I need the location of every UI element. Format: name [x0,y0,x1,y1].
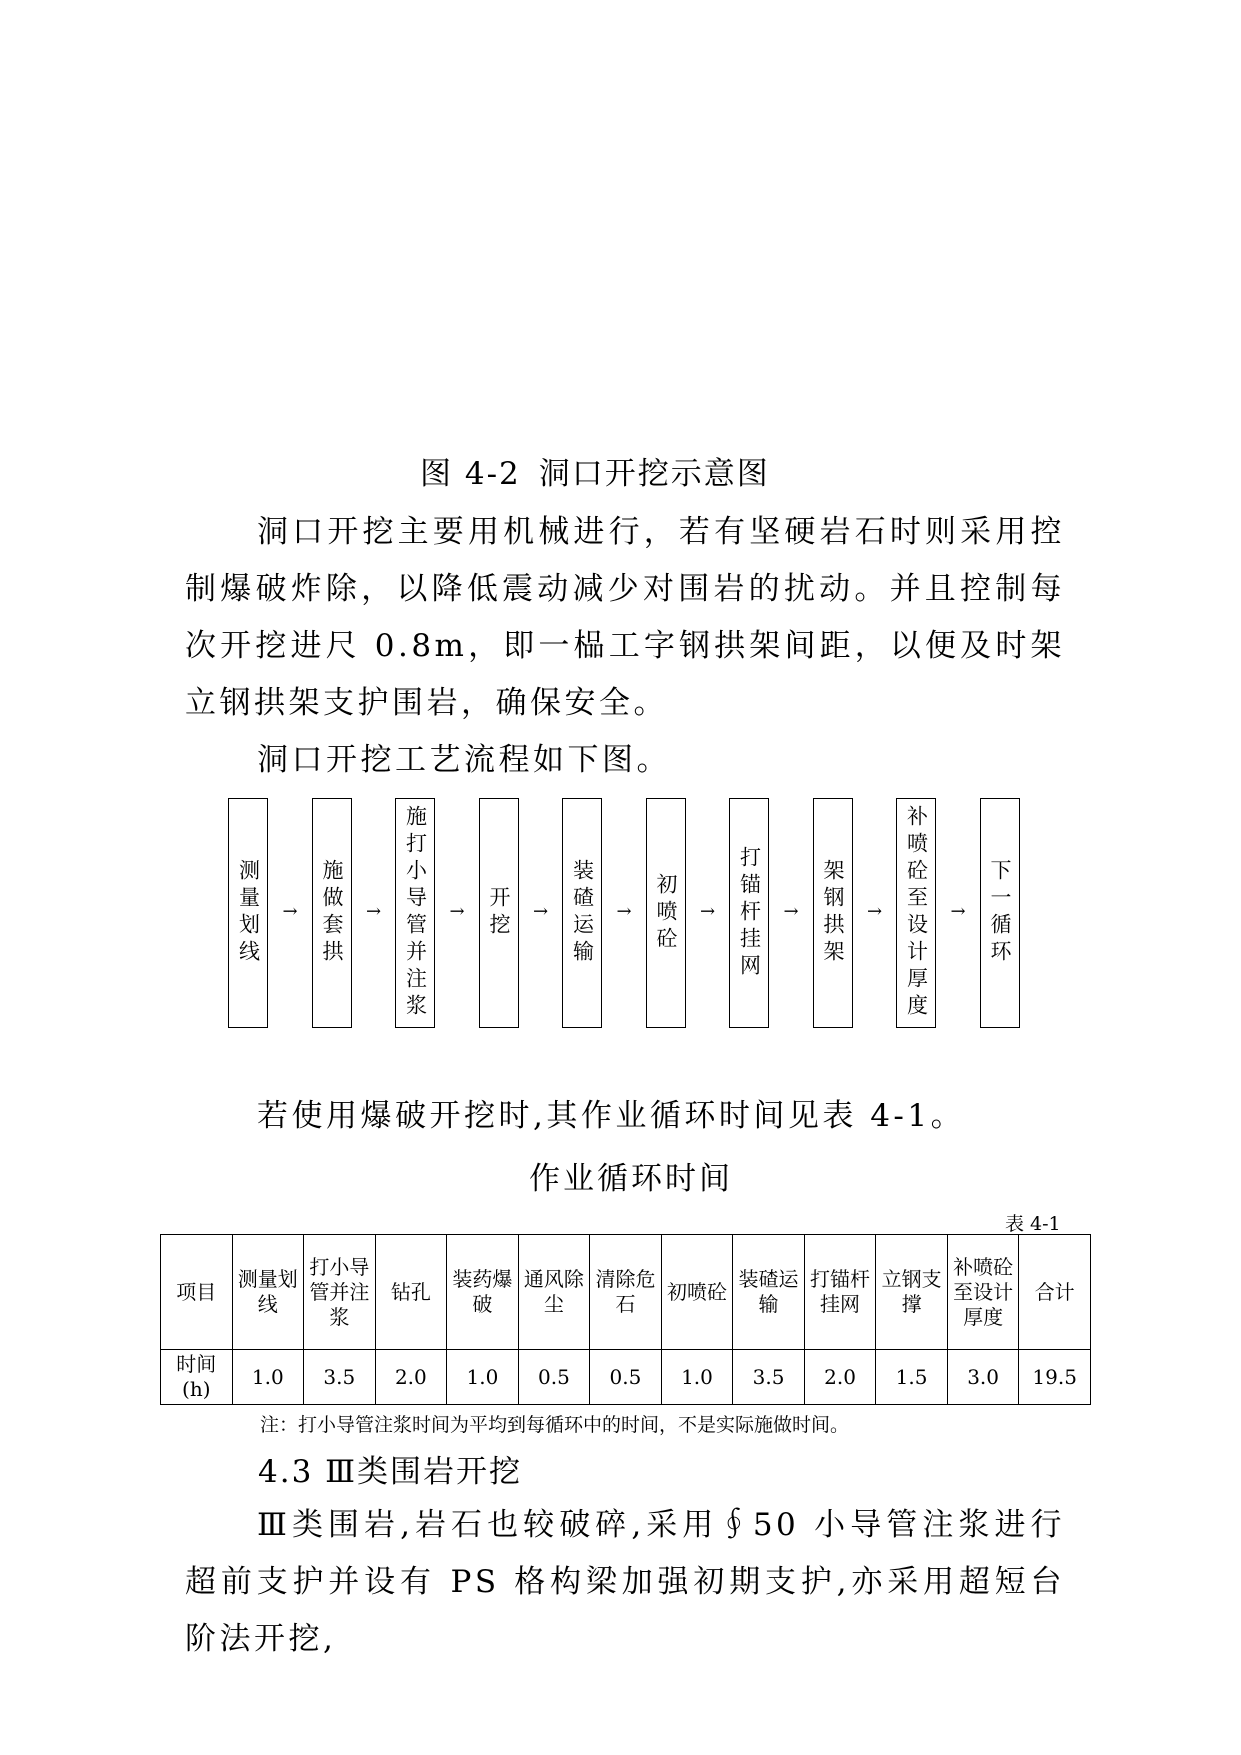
flow-step-label: 开挖 [487,886,511,940]
flow-step-label: 施打小导管并注浆 [403,805,428,1021]
flow-step-label: 施做套拱 [320,859,344,967]
table-value-cell: 3.0 [947,1350,1019,1405]
table-note: 注：打小导管注浆时间为平均到每循环中的时间，不是实际施做时间。 [260,1414,850,1436]
flow-step-10 [980,798,1020,1028]
paragraph-flow-intro: 洞口开挖工艺流程如下图。 [257,742,671,778]
table-header-cell: 打小导管并注浆 [304,1235,376,1350]
table-header-row [161,1235,1091,1350]
flow-step-9 [896,798,936,1028]
flow-step-4 [479,798,519,1028]
flow-arrow: → [616,901,632,922]
flow-arrow: → [532,901,549,922]
table-header-cell: 初喷砼 [661,1235,733,1350]
flow-step-label: 架钢拱架 [821,859,845,967]
figure-title: 洞口开挖示意图 [538,456,770,492]
flow-arrow: → [365,901,382,922]
figure-label: 图 4-2 [420,456,521,492]
table-header-cell: 测量划线 [232,1235,304,1350]
flow-step-1 [228,798,268,1028]
paragraph-cycle-time-intro: 若使用爆破开挖时,其作业循环时间见表 4-1。 [257,1098,966,1134]
table-number: 表 4-1 [1005,1213,1061,1235]
table-value-cell: 0.5 [518,1350,590,1405]
flow-step-3 [395,798,435,1028]
figure-caption [420,448,770,493]
flow-arrow: → [449,901,465,922]
table-header-cell: 装碴运输 [733,1235,805,1350]
flow-step-label: 下一循环 [988,859,1012,967]
process-flowchart [228,798,1018,1030]
table-header-cell: 装药爆破 [447,1235,519,1350]
flow-step-5 [562,798,602,1028]
flow-step-label: 补喷砼至设计厚度 [904,805,929,1021]
table-value-cell: 2.0 [375,1350,447,1405]
table-header-cell: 合计 [1019,1235,1091,1350]
table-value-cell: 1.5 [876,1350,948,1405]
paragraph-excavation-method: 洞口开挖主要用机械进行，若有坚硬岩石时则采用控制爆破炸除，以降低震动减少对围岩的扰动。并且控制每次开挖进尺 0.8m，即一榀工字钢拱架间距，以便及时架立钢拱架支护围岩，确保安全。 [185,514,1065,721]
table-value-cell: 0.5 [590,1350,662,1405]
table-value-cell: 1.0 [232,1350,304,1405]
flow-arrow: → [282,901,298,922]
table-value-cell: 19.5 [1019,1350,1091,1405]
table-value-cell: 2.0 [804,1350,876,1405]
table-title: 作业循环时间 [529,1161,733,1197]
flow-step-2 [312,798,352,1028]
flow-step-7 [729,798,769,1028]
table-row-label: 时间(h) [161,1350,233,1405]
flow-step-8 [813,798,853,1028]
table-header-cell: 立钢支撑 [876,1235,948,1350]
flow-step-label: 初喷砼 [654,872,678,954]
flow-arrow: → [699,901,716,922]
cycle-time-table [160,1234,1091,1405]
table-header-cell: 打锚杆挂网 [804,1235,876,1350]
paragraph-class3-rock: Ⅲ类围岩,岩石也较破碎,采用∮50 小导管注浆进行超前支护并设有 PS 格构梁加强初期支护,亦采用超短台阶法开挖, [185,1507,1065,1657]
flow-step-label: 装碴运输 [570,859,595,967]
flow-arrow: → [783,901,799,922]
table-header-cell: 通风除尘 [518,1235,590,1350]
table-header-cell: 项目 [161,1235,233,1350]
table-value-cell: 1.0 [447,1350,519,1405]
flow-arrow: → [950,901,966,922]
table-header-cell: 清除危石 [590,1235,662,1350]
flow-step-label: 打锚杆挂网 [737,845,762,981]
flow-step-6 [646,798,686,1028]
flow-step-label: 测量划线 [236,859,261,967]
table-value-cell: 3.5 [304,1350,376,1405]
table-value-cell: 1.0 [661,1350,733,1405]
flow-arrow: → [866,901,883,922]
table-value-cell: 3.5 [733,1350,805,1405]
table-header-cell: 补喷砼至设计厚度 [947,1235,1019,1350]
table-header-cell: 钻孔 [375,1235,447,1350]
table-value-row [161,1350,1091,1405]
section-heading: 4.3 Ⅲ类围岩开挖 [258,1454,523,1490]
